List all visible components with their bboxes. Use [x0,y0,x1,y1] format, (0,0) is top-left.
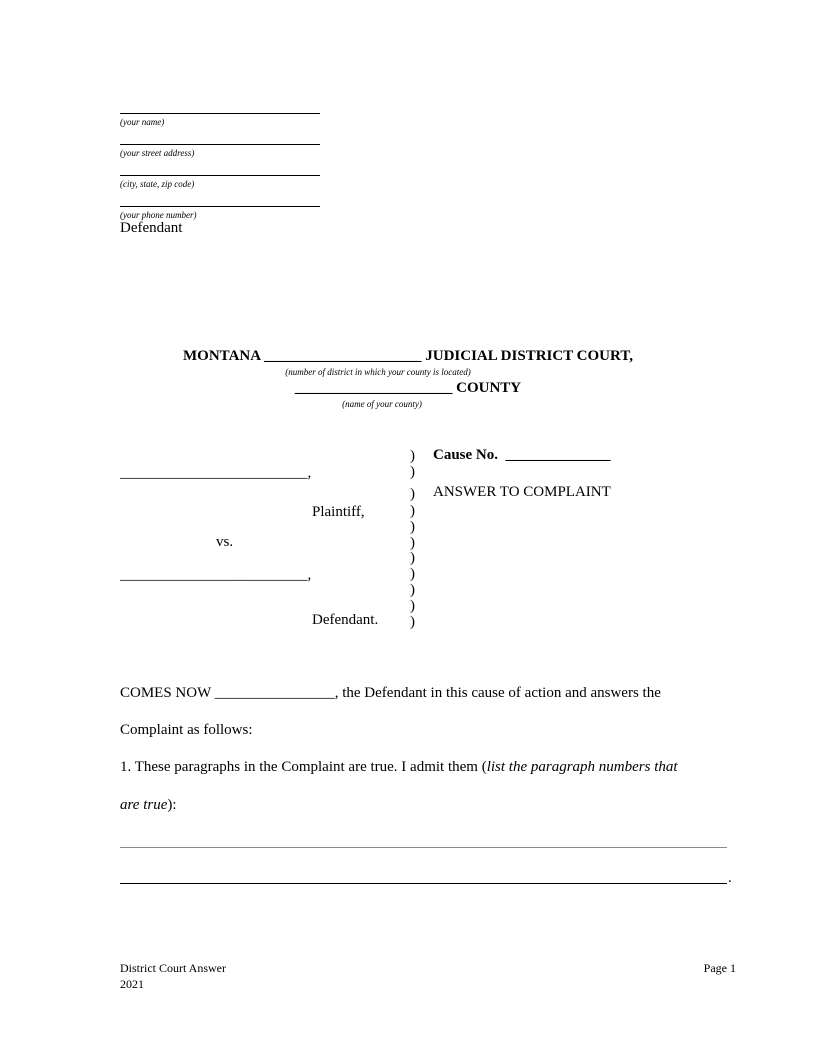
caption-paren: ) [410,535,415,551]
caption-paren: ) [410,566,415,582]
city-line[interactable] [120,175,320,176]
item-1-end: ): [167,797,177,813]
complaint-line: Complaint as follows: [120,722,253,738]
caption-paren: ) [410,503,415,519]
county-blank[interactable]: _____________________ [294,380,453,396]
county-heading [0,380,816,397]
caption-paren: ) [410,448,415,464]
name-line[interactable] [120,113,320,114]
caption-paren: ) [410,519,415,535]
item-1-text: 1. These paragraphs in the Complaint are true. I admit them ( [120,759,487,775]
cause-blank[interactable]: ______________ [505,447,611,463]
court-state: MONTANA [183,348,261,364]
footer-page: Page 1 [703,961,736,975]
caption-paren: ) [410,464,415,480]
footer-year: 2021 [120,977,144,991]
county-hint: (name of your county) [342,399,422,409]
answer-line-2[interactable] [120,883,727,884]
court-label: JUDICIAL DISTRICT COURT, [425,348,633,364]
caption-paren: ) [410,486,415,502]
document-title: ANSWER TO COMPLAINT [433,484,611,500]
item-1-instruction: list the paragraph numbers that [486,759,678,775]
defendant-blank[interactable]: _________________________, [120,567,312,583]
city-hint: (city, state, zip code) [120,179,195,189]
defendant-name-blank[interactable]: ________________ [214,685,335,701]
county-label: COUNTY [456,380,522,396]
item-1-continuation [120,797,177,814]
name-hint: (your name) [120,117,165,127]
defendant-label: Defendant. [312,612,379,628]
district-blank[interactable]: _____________________ [264,348,422,364]
item-1-line [120,759,678,776]
plaintiff-blank[interactable]: _________________________, [120,465,312,481]
caption-paren: ) [410,582,415,598]
cause-number [433,447,611,464]
item-1-instruction-cont: are true [120,797,168,813]
phone-line[interactable] [120,206,320,207]
cause-label: Cause No. [433,447,499,463]
comes-now-label: COMES NOW [120,685,211,701]
caption-paren: ) [410,550,415,566]
comes-now-rest: , the Defendant in this cause of action and answers the [334,685,661,701]
phone-hint: (your phone number) [120,210,197,220]
footer-doc-name: District Court Answer [120,961,226,975]
address-hint: (your street address) [120,148,195,158]
comes-now-line [120,685,661,702]
plaintiff-label: Plaintiff, [312,504,365,520]
district-hint: (number of district in which your county is located) [285,367,471,377]
caption-paren: ) [410,598,415,614]
court-heading [0,348,816,365]
answer-period: . [728,870,732,886]
vs-label: vs. [216,534,234,550]
party-role: Defendant [120,220,183,236]
answer-line-1[interactable] [120,847,727,848]
caption-paren: ) [410,614,415,630]
address-line[interactable] [120,144,320,145]
